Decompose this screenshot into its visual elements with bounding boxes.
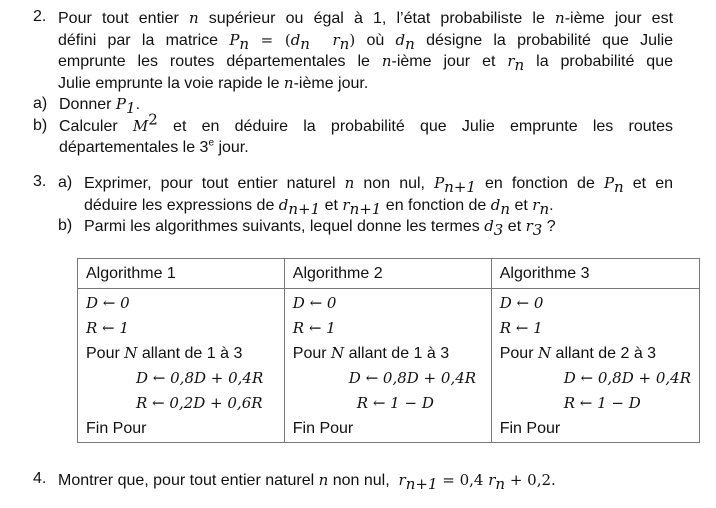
part-label: a) xyxy=(33,95,48,113)
q3-part-a: a) Exprimer, pour tout entier naturel n non nul, $P_{n+1}$ en fonction de $P_n$ et en déduire les expressions de $d_{n+1}$ et $r_{n+1}$ en fonction de $d_n$ et $r_n$. xyxy=(58,174,674,218)
q2-line-1: Pour tout entier n supérieur ou égal à 1, l’état probabiliste le n-ième jour est xyxy=(58,9,674,27)
part-label: a) xyxy=(58,174,73,191)
algo-end: Fin Pour xyxy=(292,420,354,437)
question-number: 3. xyxy=(33,173,47,190)
algo-line: R ← 1 xyxy=(292,319,336,337)
algo-end: Fin Pour xyxy=(499,420,561,437)
question-4-body: Montrer que, pour tout entier naturel n non nul, $r_{n+1} = 0,4$ $r_n + 0,2$. xyxy=(58,471,556,494)
algo-line: D ← 0 xyxy=(292,294,337,312)
algo-line: R ← 1 − D xyxy=(563,394,641,412)
algorithm-1-title: Algorithme 1 xyxy=(78,259,285,289)
algorithm-3-title: Algorithme 3 xyxy=(491,259,699,289)
q2-line-3: emprunte les routes départementales le n-ième jour et $r_n$ la probabilité que xyxy=(58,52,673,75)
algo-line: R ← 1 xyxy=(86,319,129,337)
algorithm-2-title: Algorithme 2 xyxy=(284,259,491,289)
question-number: 2. xyxy=(33,8,47,25)
part-label: b) xyxy=(33,116,48,134)
algo-line: D ← 0 xyxy=(86,294,130,312)
q2-line-4: Julie emprunte la voie rapide le n-ième jour. xyxy=(58,73,369,92)
question-4 xyxy=(33,470,673,492)
algo-loop: Pour N allant de 1 à 3 xyxy=(86,344,243,362)
algo-line: D ← 0,8D + 0,4R xyxy=(348,369,477,387)
q3-part-b: b) Parmi les algorithmes suivants, lequel donne les termes $d_3$ et $r_3$ ? xyxy=(58,217,556,240)
q2-part-b: b) Calculer $M^2$ et en déduire la probabilité que Julie emprunte les routes départementales le 3e jour. xyxy=(33,110,673,156)
algo-line: R ← 1 xyxy=(499,319,543,337)
question-2-body xyxy=(33,8,674,158)
question-3 xyxy=(33,173,673,238)
algo-line: D ← 0,8D + 0,4R xyxy=(136,369,264,387)
algo-line: D ← 0 xyxy=(499,294,544,312)
q2-part-a: a) Donner $P_1$. xyxy=(33,95,141,118)
algorithms-table xyxy=(77,258,700,443)
algo-end: Fin Pour xyxy=(86,420,147,437)
algo-loop: Pour N allant de 1 à 3 xyxy=(292,344,450,362)
table-header-row xyxy=(78,259,700,289)
algorithm-2-body xyxy=(284,289,491,443)
algo-line: R ← 0,2D + 0,6R xyxy=(136,394,263,412)
algorithm-3-body xyxy=(491,289,699,443)
q2-line-2: défini par la matrice $P_n = (d_n$ $r_n$) où $d_n$ désigne la probabilité que Julie xyxy=(58,30,674,53)
question-number: 4. xyxy=(33,470,47,487)
algo-loop: Pour N allant de 2 à 3 xyxy=(499,344,657,362)
table-body-row xyxy=(78,289,700,443)
algo-line: D ← 0,8D + 0,4R xyxy=(563,369,691,387)
algo-line: R ← 1 − D xyxy=(356,394,434,412)
question-2 xyxy=(33,8,673,158)
algorithm-1-body xyxy=(78,289,285,443)
part-label: b) xyxy=(58,217,73,235)
question-3-body xyxy=(58,173,673,238)
